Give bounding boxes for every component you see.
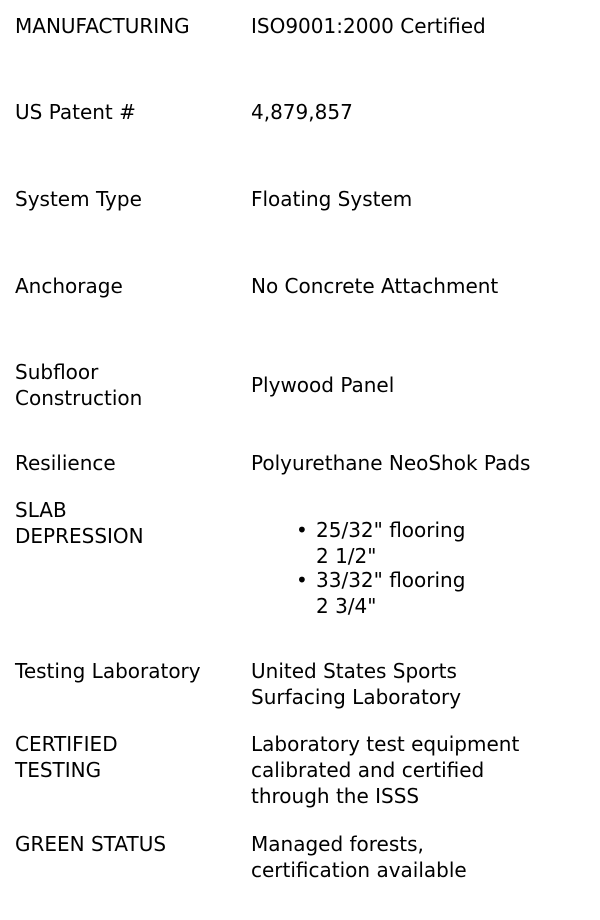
spec-label-line: CERTIFIED <box>15 732 118 756</box>
spec-label-line: TESTING <box>15 758 102 782</box>
spec-value: Polyurethane NeoShok Pads <box>251 451 531 475</box>
bullet-list <box>296 517 600 619</box>
spec-label <box>15 359 240 411</box>
spec-label: Resilience <box>15 451 116 475</box>
spec-label-line: DEPRESSION <box>15 524 144 548</box>
list-item-line: 25/32" flooring <box>316 518 466 542</box>
spec-value-line: Surfacing Laboratory <box>251 685 462 709</box>
spec-label <box>15 731 240 783</box>
spec-label: Anchorage <box>15 274 123 298</box>
spec-label-line: Subfloor <box>15 360 99 384</box>
spec-label: US Patent # <box>15 100 136 124</box>
spec-value <box>251 731 591 809</box>
spec-label <box>15 497 240 549</box>
spec-value-line: certification available <box>251 858 467 882</box>
spec-value: No Concrete Attachment <box>251 274 499 298</box>
spec-label: System Type <box>15 187 142 211</box>
spec-value: Plywood Panel <box>251 373 395 397</box>
spec-value <box>251 831 591 883</box>
spec-value-line: calibrated and certified <box>251 758 485 782</box>
spec-label-line: SLAB <box>15 498 67 522</box>
spec-value: ISO9001:2000 Certified <box>251 14 486 38</box>
bullet-icon: • <box>296 568 308 592</box>
list-item <box>296 517 600 569</box>
list-item <box>296 567 600 619</box>
list-item-line: 2 3/4" <box>316 594 377 618</box>
list-item-line: 2 1/2" <box>316 544 377 568</box>
spec-value-line: United States Sports <box>251 659 457 683</box>
spec-label: GREEN STATUS <box>15 832 167 856</box>
spec-value-line: through the ISSS <box>251 784 420 808</box>
spec-label: MANUFACTURING <box>15 14 190 38</box>
spec-value-line: Managed forests, <box>251 832 424 856</box>
spec-value-line: Laboratory test equipment <box>251 732 520 756</box>
list-item-line: 33/32" flooring <box>316 568 466 592</box>
spec-value: Floating System <box>251 187 413 211</box>
bullet-icon: • <box>296 518 308 542</box>
spec-label-line: Construction <box>15 386 143 410</box>
spec-value: 4,879,857 <box>251 100 353 124</box>
spec-value <box>251 658 591 710</box>
spec-value-list <box>296 517 600 619</box>
spec-label: Testing Laboratory <box>15 659 201 683</box>
